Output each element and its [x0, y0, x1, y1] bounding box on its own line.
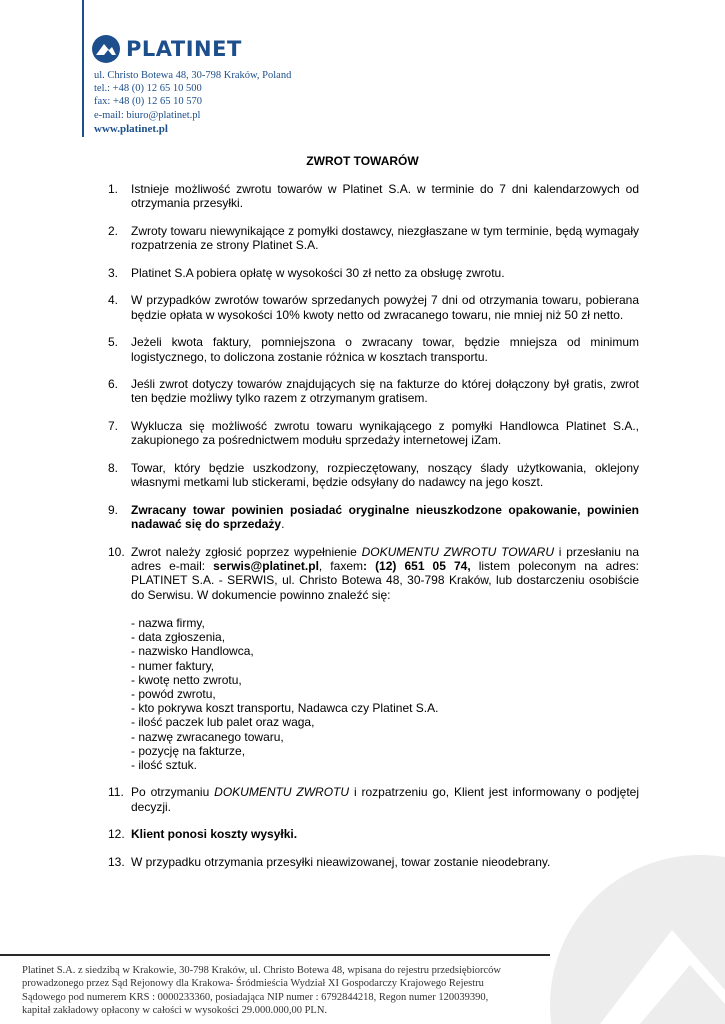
required-field: - pozycję na fakturze, [131, 743, 246, 758]
required-field: - ilość paczek lub palet oraz waga, [131, 715, 315, 730]
required-field: - data zgłoszenia, [131, 630, 226, 645]
header-vertical-line [82, 0, 84, 137]
required-field: - numer faktury, [131, 658, 215, 673]
company-legal-footer [22, 964, 501, 1018]
document-title: ZWROT TOWARÓW [306, 154, 419, 168]
list-item: 5. Jeżeli kwota faktury, pomniejszona o zwracany towar, będzie mniejsza od minimum logistycznego, to doliczona zostanie różnica w kosztach transportu. [108, 335, 639, 364]
list-item: 8. Towar, który będzie uszkodzony, rozpieczętowany, noszący ślady użytkowania, oklejony własnymi metkami lub stickerami, będzie odsyłany do nadawcy na jego koszt. [108, 460, 639, 490]
logo-emblem-icon [92, 35, 120, 63]
address-line: ul. Christo Botewa 48, 30-798 Kraków, Poland [94, 70, 292, 81]
list-item: 7. Wyklucza się możliwość zwrotu towaru wynikającego z pomyłki Handlowca Platinet S.A., zakupionego za pośrednictwem modułu sprzedaży internetowej iZam. [108, 419, 639, 448]
required-field: - powód zwrotu, [131, 686, 216, 701]
list-item: 6. Jeśli zwrot dotyczy towarów znajdujących się na fakturze do której dołączony był gratis, zwrot ten będzie możliwy tylko razem z otrzymanym gratisem. [108, 377, 639, 406]
list-item-shipping-cost: 12. Klient ponosi koszty wysyłki. [108, 827, 298, 842]
email-line: e-mail: biuro@platinet.pl [94, 109, 201, 121]
required-field: - kto pokrywa koszt transportu, Nadawca czy Platinet S.A. [131, 701, 439, 716]
footer-line: Platinet S.A. z siedzibą w Krakowie, 30-798 Kraków, ul. Christo Botewa 48, wpisana do rejestru przedsiębiorców [22, 965, 502, 976]
website-link[interactable]: www.platinet.pl [94, 123, 168, 135]
required-fields-list [131, 616, 639, 772]
return-rules-list [108, 182, 639, 883]
list-item: 4. W przypadków zwrotów towarów sprzedanych powyżej 7 dni od otrzymania towaru, pobierana będzie opłata w wysokości 10% kwoty netto od zwracanego towaru, nie mniej niż 50 zł netto. [108, 293, 639, 322]
packaging-requirement: Zwracany towar powinien posiadać oryginalne nieuszkodzone opakowanie, powinien nadawać się do sprzedaży [131, 502, 639, 532]
return-document-name: DOKUMENTU ZWROTU [214, 785, 350, 800]
return-form-name: DOKUMENTU ZWROTU TOWARU [361, 544, 554, 559]
service-fax: : (12) 651 05 74, [363, 559, 471, 574]
required-field: - nazwę zwracanego towaru, [131, 729, 284, 744]
footer-line: Sądowego pod numerem KRS : 0000233360, posiadająca NIP numer : 6792844218, Regon numer 120039390, [22, 991, 489, 1003]
list-item-packaging: 9. Zwracany towar powinien posiadać oryginalne nieuszkodzone opakowanie, powinien nadawać się do sprzedaży. [108, 502, 639, 532]
required-field: - kwotę netto zwrotu, [131, 672, 242, 687]
list-item: 2. Zwroty towaru niewynikające z pomyłki dostawcy, niezgłaszane w tym terminie, będą wymagały rozpatrzenia ze strony Platinet S.A. [108, 223, 639, 253]
footer-divider [0, 954, 550, 956]
list-item: 1. Istnieje możliwość zwrotu towarów w Platinet S.A. w terminie do 7 dni kalendarzowych od otrzymania przesyłki. [108, 182, 639, 211]
company-logo [92, 34, 242, 64]
footer-line: kapitał zakładowy opłacony w całości w wysokości 29.000.000,00 PLN. [22, 1005, 328, 1017]
required-field: - nazwisko Handlowca, [131, 644, 254, 659]
list-item-unannounced: 13. W przypadku otrzymania przesyłki nieawizowanej, towar zostanie nieodebrany. [108, 854, 551, 869]
fax-line: fax: +48 (0) 12 65 10 570 [94, 96, 202, 108]
required-field: - nazwa firmy, [131, 615, 205, 630]
phone-line: tel.: +48 (0) 12 65 10 500 [94, 83, 202, 95]
list-item: 3. Platinet S.A pobiera opłatę w wysokości 30 zł netto za obsługę zwrotu. [108, 265, 505, 280]
list-item-decision: 11. Po otrzymaniu DOKUMENTU ZWROTU i rozpatrzeniu go, Klient jest informowany o podjętej decyzji. [108, 785, 639, 814]
footer-line: prowadzonego przez Sąd Rejonowy dla Krakowa- Śródmieścia Wydział XI Gospodarczy Krajowego Rejestru [22, 978, 484, 990]
brand-name: PLATINET [126, 37, 242, 61]
list-item-how-to-return: 10. Zwrot należy zgłosić poprzez wypełnienie DOKUMENTU ZWROTU TOWARU i przesłaniu na adres e-mail: serwis@platinet.pl, faxem: (12) 651 05 74, listem poleconym na adres: PLATINET S.A. - SERWIS, ul. Christo Botewa 48, 30-798 Kraków, lub dostarczeniu osobiście do Serwisu. W dokumencie powinno znaleźć się: - nazwa firmy, - data zgłoszenia, - nazwisko Handlowca, - numer faktury, - kwotę netto zwrotu, - powód zwrotu, - kto pokrywa koszt transportu, Nadawca czy Platinet S.A. - ilość paczek lub palet oraz waga, - nazwę zwracanego towaru, - pozycję na fakturze, - ilość sztuk. [108, 544, 640, 772]
company-address [94, 69, 291, 122]
service-email[interactable]: serwis@platinet.pl [213, 559, 319, 574]
required-field: - ilość sztuk. [131, 757, 198, 772]
